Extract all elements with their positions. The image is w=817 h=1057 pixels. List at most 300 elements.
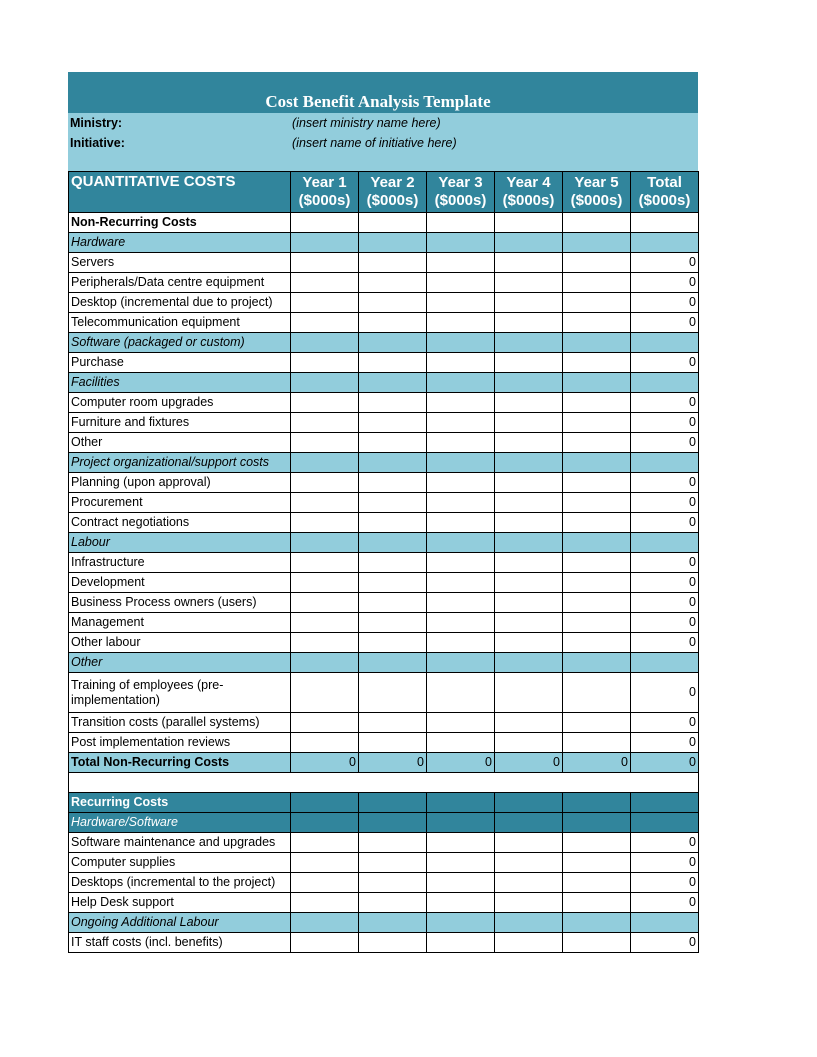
- year-5-cell[interactable]: [563, 213, 631, 233]
- row-label: Training of employees (pre-implementation): [69, 673, 291, 713]
- year-5-cell[interactable]: [563, 873, 631, 893]
- year-1-cell[interactable]: [291, 253, 359, 273]
- total-cell[interactable]: 0: [631, 393, 699, 413]
- year-4-cell[interactable]: [495, 833, 563, 853]
- year-3-cell[interactable]: [427, 453, 495, 473]
- year-3-cell[interactable]: [427, 333, 495, 353]
- year-3-cell[interactable]: [427, 573, 495, 593]
- year-2-cell[interactable]: [359, 893, 427, 913]
- year-1-cell[interactable]: [291, 633, 359, 653]
- year-4-cell[interactable]: [495, 533, 563, 553]
- total-cell[interactable]: 0: [631, 553, 699, 573]
- col-year-5: Year 5 ($000s): [563, 172, 631, 213]
- year-3-cell[interactable]: [427, 373, 495, 393]
- year-3-cell[interactable]: [427, 313, 495, 333]
- table-row: [69, 553, 699, 573]
- row-label: Furniture and fixtures: [69, 413, 291, 433]
- sub-row: [69, 333, 699, 353]
- row-label: Procurement: [69, 493, 291, 513]
- sub-row: [69, 913, 699, 933]
- year-1-cell[interactable]: [291, 473, 359, 493]
- year-2-cell[interactable]: [359, 473, 427, 493]
- year-4-cell[interactable]: [495, 573, 563, 593]
- year-3-cell[interactable]: [427, 873, 495, 893]
- total-cell[interactable]: 0: [631, 573, 699, 593]
- total-cell[interactable]: 0: [631, 833, 699, 853]
- total-cell[interactable]: 0: [631, 933, 699, 953]
- ministry-row: [68, 113, 698, 133]
- total-cell[interactable]: 0: [631, 633, 699, 653]
- total-cell[interactable]: [631, 813, 699, 833]
- year-3-cell[interactable]: [427, 593, 495, 613]
- col-year-1: Year 1 ($000s): [291, 172, 359, 213]
- year-3-cell[interactable]: [427, 353, 495, 373]
- year-4-cell[interactable]: [495, 873, 563, 893]
- year-4-cell[interactable]: [495, 453, 563, 473]
- year-2-cell[interactable]: [359, 873, 427, 893]
- initiative-value[interactable]: (insert name of initiative here): [292, 136, 457, 150]
- year-1-cell[interactable]: [291, 613, 359, 633]
- year-4-cell[interactable]: [495, 633, 563, 653]
- row-label: Desktop (incremental due to project): [69, 293, 291, 313]
- year-3-cell[interactable]: [427, 553, 495, 573]
- year-4-cell[interactable]: [495, 553, 563, 573]
- row-label: Contract negotiations: [69, 513, 291, 533]
- table-row: [69, 613, 699, 633]
- total-cell[interactable]: [631, 453, 699, 473]
- costs-table-body: [69, 213, 699, 953]
- table-row: [69, 413, 699, 433]
- year-1-cell[interactable]: [291, 313, 359, 333]
- table-row: [69, 433, 699, 453]
- total-cell[interactable]: 0: [631, 873, 699, 893]
- table-row: [69, 713, 699, 733]
- year-2-cell[interactable]: [359, 313, 427, 333]
- year-5-cell[interactable]: [563, 473, 631, 493]
- row-label: Telecommunication equipment: [69, 313, 291, 333]
- total-cell[interactable]: [631, 213, 699, 233]
- year-4-cell[interactable]: [495, 653, 563, 673]
- row-label: Other: [69, 433, 291, 453]
- year-4-cell[interactable]: [495, 373, 563, 393]
- year-3-cell[interactable]: [427, 233, 495, 253]
- year-2-cell[interactable]: [359, 333, 427, 353]
- year-1-cell[interactable]: [291, 413, 359, 433]
- year-5-cell[interactable]: [563, 713, 631, 733]
- col-year-3: Year 3 ($000s): [427, 172, 495, 213]
- year-3-cell[interactable]: [427, 293, 495, 313]
- year-2-cell[interactable]: [359, 373, 427, 393]
- year-1-cell[interactable]: [291, 553, 359, 573]
- total-cell[interactable]: 0: [631, 473, 699, 493]
- year-1-cell[interactable]: [291, 513, 359, 533]
- year-5-cell[interactable]: [563, 433, 631, 453]
- total-cell[interactable]: 0: [631, 733, 699, 753]
- row-label: Non-Recurring Costs: [69, 213, 291, 233]
- row-label: Transition costs (parallel systems): [69, 713, 291, 733]
- year-4-cell[interactable]: [495, 793, 563, 813]
- total-cell[interactable]: 0: [631, 713, 699, 733]
- sheet-title: Cost Benefit Analysis Template: [265, 92, 491, 111]
- year-4-cell[interactable]: [495, 353, 563, 373]
- year-5-cell[interactable]: [563, 793, 631, 813]
- row-label: Software maintenance and upgrades: [69, 833, 291, 853]
- year-4-cell[interactable]: [495, 713, 563, 733]
- year-4-cell[interactable]: [495, 853, 563, 873]
- year-1-cell[interactable]: [291, 713, 359, 733]
- year-1-cell[interactable]: [291, 793, 359, 813]
- row-label: Ongoing Additional Labour: [69, 913, 291, 933]
- year-2-cell[interactable]: [359, 513, 427, 533]
- ministry-label: Ministry:: [70, 116, 123, 130]
- year-2-cell[interactable]: [359, 573, 427, 593]
- row-label: Facilities: [69, 373, 291, 393]
- year-3-cell[interactable]: [427, 613, 495, 633]
- year-4-cell[interactable]: [495, 333, 563, 353]
- year-1-cell[interactable]: [291, 213, 359, 233]
- year-5-cell[interactable]: [563, 353, 631, 373]
- year-5-cell[interactable]: [563, 553, 631, 573]
- year-5-cell[interactable]: [563, 453, 631, 473]
- year-3-cell[interactable]: [427, 673, 495, 713]
- total-cell[interactable]: [631, 233, 699, 253]
- year-3-cell[interactable]: [427, 533, 495, 553]
- year-2-cell[interactable]: [359, 793, 427, 813]
- table-row: [69, 273, 699, 293]
- row-label: Hardware: [69, 233, 291, 253]
- row-label: Desktops (incremental to the project): [69, 873, 291, 893]
- year-2-cell[interactable]: [359, 593, 427, 613]
- year-3-cell[interactable]: [427, 473, 495, 493]
- year-3-cell[interactable]: [427, 253, 495, 273]
- table-row: [69, 573, 699, 593]
- year-5-cell[interactable]: [563, 413, 631, 433]
- year-1-cell[interactable]: [291, 733, 359, 753]
- year-4-cell[interactable]: [495, 233, 563, 253]
- year-2-cell[interactable]: [359, 733, 427, 753]
- year-2-cell[interactable]: [359, 933, 427, 953]
- total-cell[interactable]: 0: [631, 853, 699, 873]
- year-4-cell[interactable]: [495, 473, 563, 493]
- year-1-cell[interactable]: [291, 433, 359, 453]
- total-cell[interactable]: 0: [631, 293, 699, 313]
- year-3-cell[interactable]: [427, 493, 495, 513]
- year-4-cell[interactable]: [495, 293, 563, 313]
- year-5-cell[interactable]: [563, 613, 631, 633]
- table-row: [69, 253, 699, 273]
- year-3-cell[interactable]: [427, 813, 495, 833]
- year-2-cell[interactable]: [359, 273, 427, 293]
- year-3-cell[interactable]: [427, 633, 495, 653]
- table-row: [69, 513, 699, 533]
- sub-row: [69, 453, 699, 473]
- total-cell[interactable]: 0: [631, 413, 699, 433]
- year-1-cell[interactable]: [291, 333, 359, 353]
- initiative-label: Initiative:: [70, 136, 125, 150]
- year-3-cell[interactable]: [427, 273, 495, 293]
- table-header-row: [69, 172, 699, 213]
- row-label: Servers: [69, 253, 291, 273]
- year-1-cell[interactable]: 0: [291, 753, 359, 773]
- total-cell[interactable]: [631, 653, 699, 673]
- year-3-cell[interactable]: [427, 393, 495, 413]
- total-row: [69, 753, 699, 773]
- year-3-cell[interactable]: 0: [427, 753, 495, 773]
- year-4-cell[interactable]: [495, 253, 563, 273]
- year-2-cell[interactable]: [359, 673, 427, 713]
- table-row: [69, 393, 699, 413]
- year-5-cell[interactable]: [563, 333, 631, 353]
- total-cell[interactable]: 0: [631, 493, 699, 513]
- year-5-cell[interactable]: [563, 633, 631, 653]
- year-1-cell[interactable]: [291, 853, 359, 873]
- total-cell[interactable]: 0: [631, 613, 699, 633]
- sub-row: [69, 653, 699, 673]
- year-1-cell[interactable]: [291, 813, 359, 833]
- year-5-cell[interactable]: [563, 593, 631, 613]
- table-row: [69, 293, 699, 313]
- row-label: Computer room upgrades: [69, 393, 291, 413]
- year-3-cell[interactable]: [427, 913, 495, 933]
- year-1-cell[interactable]: [291, 453, 359, 473]
- year-2-cell[interactable]: [359, 413, 427, 433]
- total-cell[interactable]: 0: [631, 753, 699, 773]
- year-4-cell[interactable]: [495, 613, 563, 633]
- col-year-4: Year 4 ($000s): [495, 172, 563, 213]
- year-5-cell[interactable]: [563, 913, 631, 933]
- year-2-cell[interactable]: [359, 353, 427, 373]
- table-row: [69, 493, 699, 513]
- row-label: Hardware/Software: [69, 813, 291, 833]
- year-3-cell[interactable]: [427, 653, 495, 673]
- table-row: [69, 853, 699, 873]
- year-4-cell[interactable]: [495, 413, 563, 433]
- total-cell[interactable]: 0: [631, 513, 699, 533]
- row-label: Planning (upon approval): [69, 473, 291, 493]
- year-2-cell[interactable]: [359, 433, 427, 453]
- year-3-cell[interactable]: [427, 213, 495, 233]
- initiative-row: [68, 133, 698, 153]
- total-cell[interactable]: 0: [631, 893, 699, 913]
- year-2-cell[interactable]: [359, 493, 427, 513]
- sub-dark-row: [69, 813, 699, 833]
- year-4-cell[interactable]: [495, 913, 563, 933]
- year-1-cell[interactable]: [291, 593, 359, 613]
- total-cell[interactable]: [631, 913, 699, 933]
- year-1-cell[interactable]: [291, 293, 359, 313]
- quantitative-costs-heading: QUANTITATIVE COSTS: [69, 172, 291, 213]
- row-label: Software (packaged or custom): [69, 333, 291, 353]
- year-5-cell[interactable]: [563, 313, 631, 333]
- table-row: [69, 833, 699, 853]
- row-label: Other labour: [69, 633, 291, 653]
- costs-table: [68, 171, 699, 953]
- year-5-cell[interactable]: [563, 673, 631, 713]
- year-2-cell[interactable]: [359, 913, 427, 933]
- ministry-value[interactable]: (insert ministry name here): [292, 116, 441, 130]
- year-2-cell[interactable]: [359, 213, 427, 233]
- year-1-cell[interactable]: [291, 493, 359, 513]
- year-4-cell[interactable]: [495, 673, 563, 713]
- year-5-cell[interactable]: [563, 253, 631, 273]
- year-4-cell[interactable]: [495, 273, 563, 293]
- year-5-cell[interactable]: [563, 233, 631, 253]
- year-4-cell[interactable]: [495, 313, 563, 333]
- row-label: Total Non-Recurring Costs: [69, 753, 291, 773]
- year-4-cell[interactable]: [495, 893, 563, 913]
- year-5-cell[interactable]: [563, 853, 631, 873]
- year-2-cell[interactable]: [359, 533, 427, 553]
- year-1-cell[interactable]: [291, 393, 359, 413]
- row-label: Computer supplies: [69, 853, 291, 873]
- row-label: Project organizational/support costs: [69, 453, 291, 473]
- total-cell[interactable]: 0: [631, 433, 699, 453]
- year-1-cell[interactable]: [291, 353, 359, 373]
- row-label: Recurring Costs: [69, 793, 291, 813]
- total-cell[interactable]: [631, 793, 699, 813]
- year-1-cell[interactable]: [291, 573, 359, 593]
- sub-row: [69, 373, 699, 393]
- year-1-cell[interactable]: [291, 833, 359, 853]
- sub-row: [69, 233, 699, 253]
- year-3-cell[interactable]: [427, 713, 495, 733]
- year-1-cell[interactable]: [291, 913, 359, 933]
- year-4-cell[interactable]: 0: [495, 753, 563, 773]
- year-2-cell[interactable]: [359, 713, 427, 733]
- col-total: Total ($000s): [631, 172, 699, 213]
- year-2-cell[interactable]: [359, 833, 427, 853]
- row-label: Management: [69, 613, 291, 633]
- section-row: [69, 213, 699, 233]
- year-1-cell[interactable]: [291, 233, 359, 253]
- year-2-cell[interactable]: [359, 633, 427, 653]
- year-5-cell[interactable]: [563, 533, 631, 553]
- row-label: Business Process owners (users): [69, 593, 291, 613]
- year-5-cell[interactable]: [563, 273, 631, 293]
- total-cell[interactable]: 0: [631, 353, 699, 373]
- year-3-cell[interactable]: [427, 433, 495, 453]
- year-4-cell[interactable]: [495, 733, 563, 753]
- year-4-cell[interactable]: [495, 933, 563, 953]
- year-4-cell[interactable]: [495, 393, 563, 413]
- year-2-cell[interactable]: [359, 813, 427, 833]
- table-row: [69, 873, 699, 893]
- year-1-cell[interactable]: [291, 873, 359, 893]
- table-row: [69, 353, 699, 373]
- total-cell[interactable]: [631, 373, 699, 393]
- year-5-cell[interactable]: [563, 393, 631, 413]
- sub-row: [69, 533, 699, 553]
- year-1-cell[interactable]: [291, 933, 359, 953]
- year-3-cell[interactable]: [427, 933, 495, 953]
- table-row: [69, 313, 699, 333]
- year-2-cell[interactable]: [359, 393, 427, 413]
- title-band: [68, 72, 698, 113]
- year-1-cell[interactable]: [291, 653, 359, 673]
- row-label: Help Desk support: [69, 893, 291, 913]
- total-cell[interactable]: [631, 333, 699, 353]
- year-4-cell[interactable]: [495, 493, 563, 513]
- year-3-cell[interactable]: [427, 413, 495, 433]
- table-row: [69, 733, 699, 753]
- cost-benefit-sheet: [68, 72, 698, 953]
- year-5-cell[interactable]: [563, 653, 631, 673]
- row-label: Infrastructure: [69, 553, 291, 573]
- year-4-cell[interactable]: [495, 213, 563, 233]
- year-1-cell[interactable]: [291, 893, 359, 913]
- year-5-cell[interactable]: [563, 293, 631, 313]
- year-3-cell[interactable]: [427, 793, 495, 813]
- year-1-cell[interactable]: [291, 273, 359, 293]
- year-5-cell[interactable]: [563, 493, 631, 513]
- year-1-cell[interactable]: [291, 673, 359, 713]
- year-5-cell[interactable]: [563, 373, 631, 393]
- total-cell[interactable]: 0: [631, 273, 699, 293]
- year-5-cell[interactable]: 0: [563, 753, 631, 773]
- total-cell[interactable]: 0: [631, 673, 699, 713]
- year-1-cell[interactable]: [291, 533, 359, 553]
- table-row: [69, 633, 699, 653]
- total-cell[interactable]: [631, 533, 699, 553]
- year-5-cell[interactable]: [563, 733, 631, 753]
- year-5-cell[interactable]: [563, 573, 631, 593]
- info-band: [68, 113, 698, 171]
- year-5-cell[interactable]: [563, 833, 631, 853]
- year-2-cell[interactable]: [359, 253, 427, 273]
- year-3-cell[interactable]: [427, 733, 495, 753]
- section-dark-row: [69, 793, 699, 813]
- year-3-cell[interactable]: [427, 513, 495, 533]
- total-cell[interactable]: 0: [631, 313, 699, 333]
- total-cell[interactable]: 0: [631, 253, 699, 273]
- year-2-cell[interactable]: [359, 613, 427, 633]
- year-3-cell[interactable]: [427, 833, 495, 853]
- total-cell[interactable]: 0: [631, 593, 699, 613]
- year-1-cell[interactable]: [291, 373, 359, 393]
- year-2-cell[interactable]: [359, 553, 427, 573]
- table-row: [69, 593, 699, 613]
- year-2-cell[interactable]: [359, 453, 427, 473]
- col-year-2: Year 2 ($000s): [359, 172, 427, 213]
- row-label: Purchase: [69, 353, 291, 373]
- row-label: IT staff costs (incl. benefits): [69, 933, 291, 953]
- table-row: [69, 473, 699, 493]
- year-4-cell[interactable]: [495, 593, 563, 613]
- year-4-cell[interactable]: [495, 433, 563, 453]
- year-5-cell[interactable]: [563, 933, 631, 953]
- year-3-cell[interactable]: [427, 853, 495, 873]
- year-5-cell[interactable]: [563, 893, 631, 913]
- row-label: Peripherals/Data centre equipment: [69, 273, 291, 293]
- year-2-cell[interactable]: [359, 293, 427, 313]
- year-2-cell[interactable]: [359, 853, 427, 873]
- table-row: [69, 673, 699, 713]
- row-label: Development: [69, 573, 291, 593]
- year-4-cell[interactable]: [495, 513, 563, 533]
- year-3-cell[interactable]: [427, 893, 495, 913]
- table-row: [69, 933, 699, 953]
- year-5-cell[interactable]: [563, 513, 631, 533]
- blank-cell: [69, 773, 699, 793]
- year-2-cell[interactable]: [359, 233, 427, 253]
- row-label: Post implementation reviews: [69, 733, 291, 753]
- year-2-cell[interactable]: 0: [359, 753, 427, 773]
- year-4-cell[interactable]: [495, 813, 563, 833]
- year-2-cell[interactable]: [359, 653, 427, 673]
- blank-row: [69, 773, 699, 793]
- year-5-cell[interactable]: [563, 813, 631, 833]
- row-label: Labour: [69, 533, 291, 553]
